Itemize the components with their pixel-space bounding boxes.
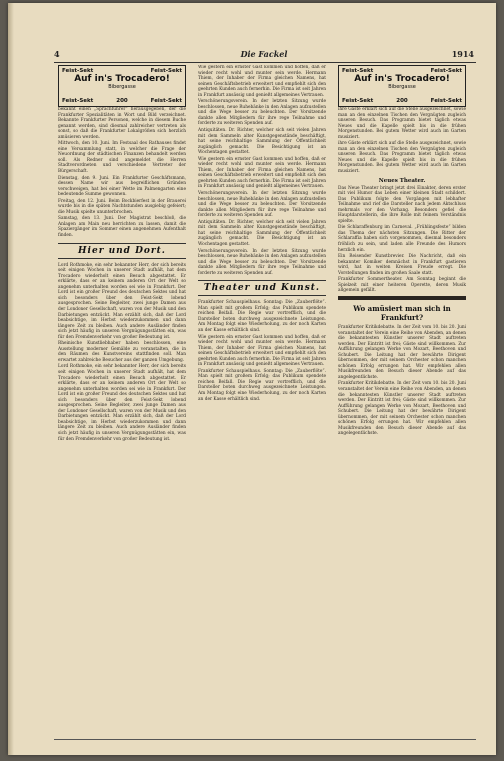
article-paragraph: Das Neue Theater bringt jetzt drei Einakter, deren erster mit viel Humor das Leben einer kleinen Stadt schildert. Das Publikum folgte den Vorgängen mit lebhafter Teilnahme und rief die Darsteller nach jedem Aktschluss mehrmals vor den Vorhang. Besonders gefiel die Hauptdarstellerin, die ihre Rolle mit feinem Verständnis spielte. <box>338 185 466 224</box>
article-paragraph: Frankfurter Schauspielhaus. Sonntag: Die „Zauberflöte“. Man spielt mit großem Erfolg; das Publikum spendete reichen Beifall. Die Regie war vortrefflich, und die Darsteller boten durchweg ausgezeichnete Leistungen. Am Montag folgt eine Wiederholung, zu der noch Karten an der Kasse erhältlich sind. <box>198 300 326 333</box>
article-paragraph: Dienstag, den 9. Juni. Ein Frankfurter Geschäftsmann, dessen Name wir aus begreiflichen Gründen verschweigen, hat bei einer Wette im Palmengarten eine bedeutende Summe gewonnen. <box>58 175 186 198</box>
column-1 <box>58 65 186 735</box>
article-paragraph: Ein Reisender Kunstbrevier. Die Nachricht, daß ein bekannter Komiker demnächst in Frankfurt gastieren wird, hat in weiten Kreisen Freude erregt. Die Vorstellungen finden im großen Saale statt. <box>338 254 466 276</box>
article-paragraph: Lord Rothmoke, ein sehr bekannter Herr, der sich bereits seit einigen Wochen in unserer Stadt aufhält, hat dem Trocadero wiederholt einen Besuch abgestattet. Er erklärte, dass er an keinem anderen Ort der Welt so angenehm unterhalten worden sei wie in Frankfurt. Der Lord ist ein großer Freund des deutschen Sektes und hat sich besonders über den Feist-Sekt lobend ausgesprochen. Seine Begleiter, zwei junge Damen aus der Londoner Gesellschaft, waren von der Musik und den Darbietungen entzückt. Man erzählt sich, daß der Lord beabsichtige, im Herbst wiederzukommen und dann längere Zeit zu bleiben. Auch andere Ausländer finden sich jetzt häufig in unseren Vergnügungsstätten ein, was für den Fremdenverkehr von großer Bedeutung ist. <box>58 262 186 340</box>
article-paragraph: bekannt einen „Sprachführer“ herausgegeben, der die Frankfurter Spezialitäten in Wort und Bild verzeichnet. Bekannte Frankfurter Personen, welche in diesem Buche genannt werden, sind diesmal zahlreicher vertreten als sonst, so daß die Frankfurter Lokalgrößen sich herzlich amüsieren werden. <box>58 107 186 140</box>
running-header <box>54 49 474 61</box>
section-heading-text: Hier und Dort. <box>78 245 166 256</box>
article-paragraph: Wie gestern ein ernster Gast kommen und hoffen, daß er wieder recht wohl und munter sein werde. Hermann Thiem, der Inhaber der Firma gleichen Namens, hat seinen Geschäftsbetrieb erweitert und empfiehlt sich den geehrten Kunden auch fernerhin. Die Firma ist seit Jahren in Frankfurt ansässig und genießt allgemeines Vertrauen. <box>198 334 326 368</box>
article-paragraph: Frankfurter Kritikdebatte. In der Zeit vom 10. bis 20. Juni veranstaltet der Verein eine Reihe von Abenden, an denen die bekanntesten Künstler unserer Stadt auftreten werden. Der Eintritt ist frei; Gäste sind willkommen. Zur Aufführung gelangen Werke von Mozart, Beethoven und Schubert. Die Leitung hat der bewährte Dirigent übernommen, der mit seinem Orchester schon manchen schönen Erfolg errungen hat. Wir empfehlen allen Musikfreunden den Besuch dieser Abende auf das angelegentlichste. <box>338 324 466 380</box>
trocadero-ad <box>58 65 186 107</box>
ad-brand-label: Feist-Sekt <box>62 98 94 104</box>
article-paragraph: Wie gestern ein ernster Gast kommen und hoffen, daß er wieder recht wohl und munter sein werde. Hermann Thiem, der Inhaber der Firma gleichen Namens, hat seinen Geschäftsbetrieb erweitert und empfiehlt sich den geehrten Kunden auch fernerhin. Die Firma ist seit Jahren in Frankfurt ansässig und genießt allgemeines Vertrauen. <box>198 156 326 190</box>
article-paragraph: Frankfurter Sommertheater. Am Sonntag beginnt die Spielzeit mit einer heiteren Operette, deren Musik allgemein gefällt. <box>338 277 466 294</box>
article-paragraph: Die Schlaraffenburg im Carneval. „Frühlingsfeste“ bilden das Thema der nächsten Sitzungen. Die Ritter der Schlaraffia haben sich vorgenommen, diesmal besonders fröhlich zu sein, und laden alle Freunde des Humors herzlich ein. <box>338 225 466 253</box>
footer-rule <box>54 739 476 740</box>
section-heading-theater <box>198 280 326 296</box>
article-paragraph: Freitag, den 12. Juni. Beim Bockbierfest in der Brauerei wurde bis in die späten Nachtstunden ausgiebig gefeiert; die Musik spielte ununterbrochen. <box>58 198 186 215</box>
article-paragraph: Mittwoch, den 10. Juni. Im Festsaal des Rathauses findet eine Versammlung statt, in welcher die Frage der Neuordnung der städtischen Finanzen behandelt werden soll. Als Redner sind angemeldet die Herren Stadtverordneten und verschiedene Vertreter der Bürgerschaft. <box>58 141 186 175</box>
ad-headline: Auf in's Trocadero! <box>74 74 170 84</box>
header-rule <box>54 62 476 63</box>
ad-brand-label: Feist-Sekt <box>430 98 462 104</box>
article-paragraph: Frankfurter Schauspielhaus. Sonntag: Die „Zauberflöte“. Man spielt mit großem Erfolg; das Publikum spendete reichen Beifall. Die Regie war vortrefflich, und die Darsteller boten durchweg ausgezeichnete Leistungen. Am Montag folgt eine Wiederholung, zu der noch Karten an der Kasse erhältlich sind. <box>198 368 326 402</box>
newspaper-page <box>8 3 496 755</box>
article-paragraph: Samstag, den 13. Juni. Der Magistrat beschloß, die Anlagen am Main neu herrichten zu lassen, damit die Spaziergänger im Sommer einen angenehmen Aufenthalt finden. <box>58 216 186 239</box>
column-3 <box>338 65 466 735</box>
article-paragraph: Wie gestern ein ernster Gast kommen und hoffen, daß er wieder recht wohl und munter sein werde. Hermann Thiem, der Inhaber der Firma gleichen Namens, hat seinen Geschäftsbetrieb erweitert und empfiehlt sich den geehrten Kunden auch fernerhin. Die Firma ist seit Jahren in Frankfurt ansässig und genießt allgemeines Vertrauen. <box>198 65 326 98</box>
article-paragraph: Lord Rothmoke, ein sehr bekannter Herr, der sich bereits seit einigen Wochen in unserer Stadt aufhält, hat dem Trocadero wiederholt einen Besuch abgestattet. Er erklärte, dass er an keinem anderen Ort der Welt so angenehm unterhalten worden sei wie in Frankfurt. Der Lord ist ein großer Freund des deutschen Sektes und hat sich besonders über den Feist-Sekt lobend ausgesprochen. Seine Begleiter, zwei junge Damen aus der Londoner Gesellschaft, waren von der Musik und den Darbietungen entzückt. Man erzählt sich, daß der Lord beabsichtige, im Herbst wiederzukommen und dann längere Zeit zu bleiben. Auch andere Ausländer finden sich jetzt häufig in unseren Vergnügungsstätten ein, was für den Fremdenverkehr von großer Bedeutung ist. <box>58 364 186 442</box>
article-paragraph: Antiquitäten. Dr. Richter, welcher sich seit vielen Jahren mit dem Sammeln alter Kunstgegenstände beschäftigt, hat seine reichhaltige Sammlung der Öffentlichkeit zugänglich gemacht. Die Besichtigung ist an Wochentagen gestattet. <box>198 219 326 247</box>
ad-brand-label: Feist-Sekt <box>150 98 182 104</box>
divider-bar <box>338 296 466 300</box>
article-paragraph: ihre Gäste erklärt sich auf die Stelle ausgezeichnet, sowie man an den einzelnen Tischen den Vergnügten zugleich unseren Besuch. Das Programm bietet täglich etwas Neues und die Kapelle spielt bis in die frühen Morgenstunden. Bei gutem Wetter wird auch im Garten musiziert. <box>338 107 466 140</box>
ad-number: 200 <box>396 98 408 104</box>
ad-headline: Auf in's Trocadero! <box>354 74 450 84</box>
ad-address: Bibergasse <box>388 84 416 90</box>
page-binding-edge <box>8 3 14 755</box>
year-label: 1914 <box>451 49 474 59</box>
article-paragraph: Verschönerungsverein. In der letzten Sitzung wurde beschlossen, neue Ruhebänke in den Anlagen aufzustellen und die Wege besser zu beleuchten. Der Vorsitzende dankte allen Mitgliedern für ihre rege Teilnahme und forderte zu weiteren Spenden auf. <box>198 248 326 276</box>
ad-brand-label: Feist-Sekt <box>62 68 94 74</box>
article-paragraph: Rheinische Kunstliebhaber haben beschlossen, eine Ausstellung moderner Gemälde zu veranstalten, die in den Räumen des Kunstvereins stattfinden soll. Man erwartet zahlreiche Besucher aus der ganzen Umgebung. <box>58 341 186 363</box>
section-heading-text: Theater und Kunst. <box>203 283 321 294</box>
trocadero-ad <box>338 65 466 107</box>
article-paragraph: Antiquitäten. Dr. Richter, welcher sich seit vielen Jahren mit dem Sammeln alter Kunstgegenstände beschäftigt, hat seine reichhaltige Sammlung der Öffentlichkeit zugänglich gemacht. Die Besichtigung ist an Wochentagen gestattet. <box>198 128 326 156</box>
article-paragraph: Verschönerungsverein. In der letzten Sitzung wurde beschlossen, neue Ruhebänke in den Anlagen aufzustellen und die Wege besser zu beleuchten. Der Vorsitzende dankte allen Mitgliedern für ihre rege Teilnahme und forderte zu weiteren Spenden auf. <box>198 191 326 219</box>
article-paragraph: Frankfurter Kritikdebatte. In der Zeit vom 10. bis 20. Juni veranstaltet der Verein eine Reihe von Abenden, an denen die bekanntesten Künstler unserer Stadt auftreten werden. Der Eintritt ist frei; Gäste sind willkommen. Zur Aufführung gelangen Werke von Mozart, Beethoven und Schubert. Die Leitung hat der bewährte Dirigent übernommen, der mit seinem Orchester schon manchen schönen Erfolg errungen hat. Wir empfehlen allen Musikfreunden den Besuch dieser Abende auf das angelegentlichste. <box>338 381 466 437</box>
ad-address: Bibergasse <box>108 84 136 90</box>
ad-number: 200 <box>116 98 128 104</box>
journal-title: Die Fackel <box>240 49 288 59</box>
subheading-neues-theater: Neues Theater. <box>378 177 426 184</box>
page-number: 4 <box>54 49 60 59</box>
ad-brand-label: Feist-Sekt <box>342 68 374 74</box>
article-paragraph: Verschönerungsverein. In der letzten Sitzung wurde beschlossen, neue Ruhebänke in den Anlagen aufzustellen und die Wege besser zu beleuchten. Der Vorsitzende dankte allen Mitgliedern für ihre rege Teilnahme und forderte zu weiteren Spenden auf. <box>198 99 326 127</box>
ad-brand-label: Feist-Sekt <box>430 68 462 74</box>
section-heading-local <box>58 243 186 259</box>
section-heading-question: Wo amüsiert man sich in Frankfurt? <box>353 303 451 322</box>
column-2 <box>198 65 326 735</box>
ad-brand-label: Feist-Sekt <box>150 68 182 74</box>
article-paragraph: ihre Gäste erklärt sich auf die Stelle ausgezeichnet, sowie man an den einzelnen Tischen den Vergnügten zugleich unseren Besuch. Das Programm bietet täglich etwas Neues und die Kapelle spielt bis in die frühen Morgenstunden. Bei gutem Wetter wird auch im Garten musiziert. <box>338 141 466 175</box>
ad-brand-label: Feist-Sekt <box>342 98 374 104</box>
